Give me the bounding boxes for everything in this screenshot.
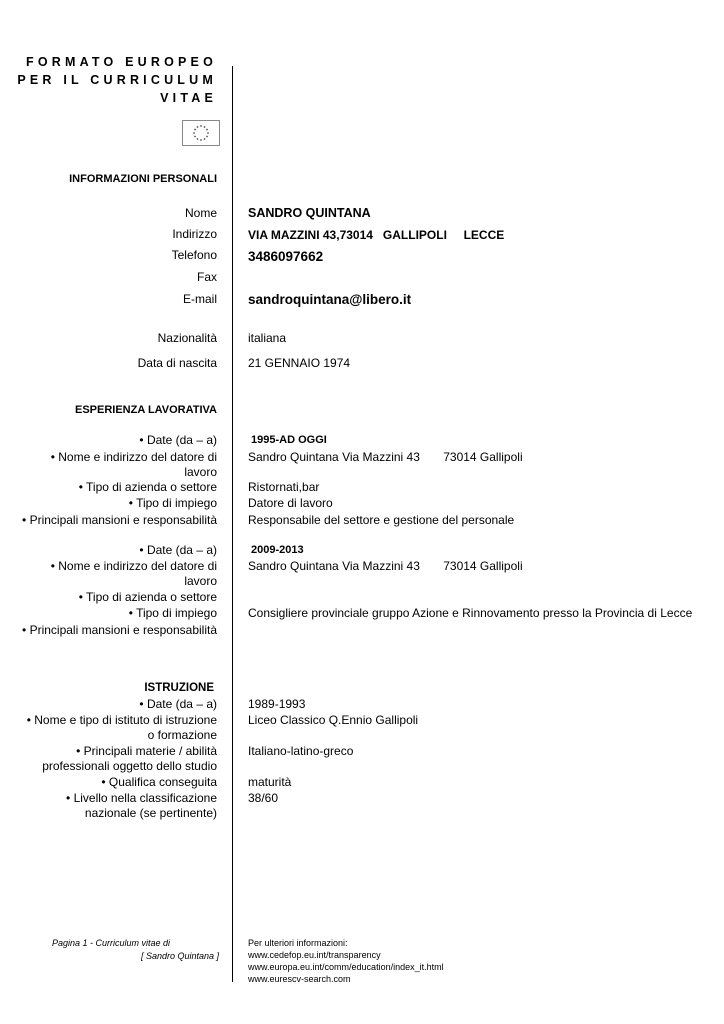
edu-date-label: • Date (da – a): [139, 697, 217, 711]
name-value: SANDRO QUINTANA: [248, 206, 371, 220]
email-value[interactable]: sandroquintana@libero.it: [248, 292, 412, 307]
exp1-employer-label-1: • Nome e indirizzo del datore di: [50, 450, 217, 464]
title-line-3: VITAE: [160, 91, 217, 105]
footer-page-line-1: Pagina 1 - Curriculum vitae di: [52, 938, 171, 948]
birth-label: Data di nascita: [137, 356, 217, 370]
edu-subjects-value: Italiano-latino-greco: [248, 744, 354, 758]
email-label: E-mail: [182, 292, 217, 306]
edu-date-value: 1989-1993: [248, 697, 306, 711]
eu-flag-icon: [182, 120, 220, 146]
exp1-date-label: • Date (da – a): [139, 433, 217, 447]
edu-institute-value: Liceo Classico Q.Ennio Gallipoli: [248, 713, 419, 727]
exp1-employer-value: Sandro Quintana Via Mazzini 43 73014 Gallipoli: [248, 450, 523, 464]
exp1-jobtype-value: Datore di lavoro: [248, 496, 333, 510]
footer-info-line-1: Per ulteriori informazioni:: [248, 938, 348, 948]
exp2-duties-label: • Principali mansioni e responsabilità: [22, 623, 217, 637]
address-value: VIA MAZZINI 43,73014 GALLIPOLI LECCE: [248, 228, 505, 242]
birth-value: 21 GENNAIO 1974: [248, 356, 351, 370]
edu-institute-label-1: • Nome e tipo di istituto di istruzione: [26, 713, 217, 727]
exp2-employer-label-1: • Nome e indirizzo del datore di: [50, 559, 217, 573]
footer-info-link-2[interactable]: www.europa.eu.int/comm/education/index_it.html: [248, 962, 444, 972]
exp1-jobtype-label: • Tipo di impiego: [128, 496, 217, 510]
exp2-employer-label-2: lavoro: [184, 574, 217, 588]
nationality-value: italiana: [248, 331, 287, 345]
footer-page-line-2: [ Sandro Quintana ]: [140, 951, 219, 961]
exp2-sector-label: • Tipo di azienda o settore: [78, 590, 217, 604]
fax-label: Fax: [196, 270, 217, 284]
exp1-duties-label: • Principali mansioni e responsabilità: [22, 513, 217, 527]
column-divider: [232, 66, 233, 982]
exp1-sector-label: • Tipo di azienda o settore: [78, 480, 217, 494]
address-label: Indirizzo: [172, 227, 217, 241]
exp1-sector-value: Ristornati,bar: [248, 480, 320, 494]
footer-info-link-3[interactable]: www.eurescv-search.com: [248, 974, 351, 984]
title-line-1: FORMATO EUROPEO: [25, 55, 217, 69]
exp1-employer-label-2: lavoro: [184, 465, 217, 479]
edu-level-value: 38/60: [248, 791, 279, 805]
exp2-jobtype-label: • Tipo di impiego: [128, 606, 217, 620]
nationality-label: Nazionalità: [157, 331, 217, 345]
exp2-employer-value: Sandro Quintana Via Mazzini 43 73014 Gallipoli: [248, 559, 523, 573]
edu-institute-label-2: o formazione: [147, 728, 217, 742]
edu-qualification-value: maturità: [248, 775, 292, 789]
exp2-date-value: 2009-2013: [251, 544, 304, 556]
edu-subjects-label-1: • Principali materie / abilità: [76, 744, 217, 758]
section-title-personal: INFORMAZIONI PERSONALI: [69, 173, 217, 185]
phone-value: 3486097662: [248, 249, 324, 264]
edu-subjects-label-2: professionali oggetto dello studio: [42, 759, 217, 773]
edu-qualification-label: • Qualifica conseguita: [101, 775, 217, 789]
edu-level-label-2: nazionale (se pertinente): [84, 806, 217, 820]
section-title-experience: ESPERIENZA LAVORATIVA: [75, 404, 217, 416]
name-label: Nome: [184, 206, 217, 220]
exp2-jobtype-value: Consigliere provinciale gruppo Azione e Rinnovamento presso la Provincia di Lecce: [248, 606, 693, 620]
exp2-date-label: • Date (da – a): [139, 543, 217, 557]
footer-info-link-1[interactable]: www.cedefop.eu.int/transparency: [248, 950, 381, 960]
exp1-duties-value: Responsabile del settore e gestione del personale: [248, 513, 515, 527]
phone-label: Telefono: [171, 248, 217, 262]
title-line-2: PER IL CURRICULUM: [17, 73, 217, 87]
exp1-date-value: 1995-AD OGGI: [251, 434, 327, 446]
edu-level-label-1: • Livello nella classificazione: [66, 791, 217, 805]
section-title-education: ISTRUZIONE: [144, 682, 214, 694]
